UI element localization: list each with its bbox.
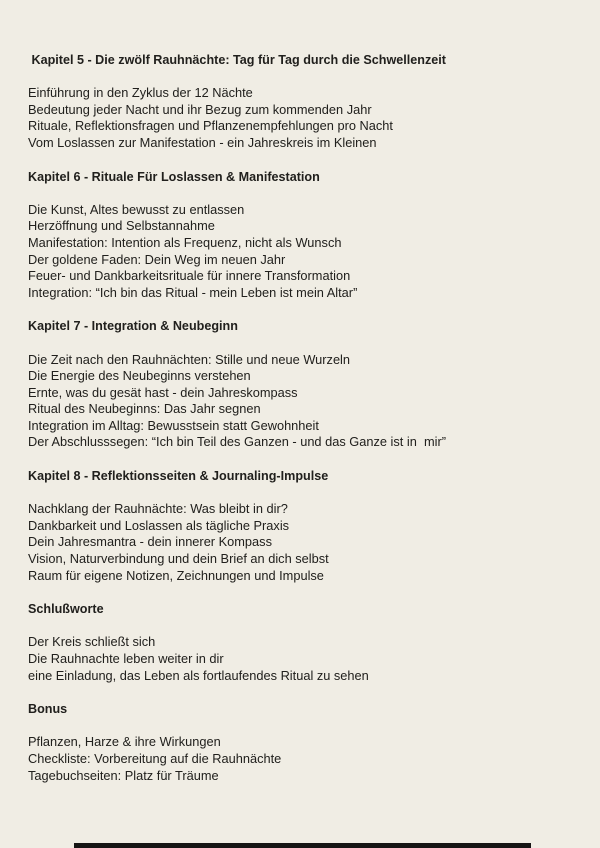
toc-line: Der goldene Faden: Dein Weg im neuen Jahr [28,251,286,267]
toc-line: Dankbarkeit und Loslassen als tägliche Praxis [28,517,290,533]
toc-line: Rituale, Reflektionsfragen und Pflanzenempfehlungen pro Nacht [28,118,393,134]
section-kapitel-5 [28,52,560,152]
toc-line: Pflanzen, Harze & ihre Wirkungen [28,734,221,750]
section-heading: Kapitel 6 - Rituale Für Loslassen & Manifestation [28,169,320,184]
toc-line: Raum für eigene Notizen, Zeichnungen und Impulse [28,567,324,583]
toc-line: Die Energie des Neubeginns verstehen [28,368,251,384]
section-kapitel-7 [28,318,560,451]
toc-line: Die Rauhnachte leben weiter in dir [28,651,224,666]
toc-line: Bedeutung jeder Nacht und ihr Bezug zum kommenden Jahr [28,101,372,117]
toc-line: Die Kunst, Altes bewusst zu entlassen [28,201,245,217]
section-heading: Bonus [28,702,68,717]
toc-line: Feuer- und Dankbarkeitsrituale für innere Transformation [28,268,351,284]
toc-line: Der Abschlusssegen: “Ich bin Teil des Ganzen - und das Ganze ist in mir” [28,434,446,450]
toc-line: Tagebuchseiten: Platz für Träume [28,767,219,783]
toc-line: Ernte, was du gesät hast - dein Jahreskompass [28,384,298,400]
toc-line: Herzöffnung und Selbstannahme [28,218,215,234]
toc-line: eine Einladung, das Leben als fortlaufendes Ritual zu sehen [28,667,369,683]
section-heading: Kapitel 7 - Integration & Neubeginn [28,319,238,334]
section-bonus [28,701,560,784]
toc-line: Der Kreis schließt sich [28,634,156,650]
bottom-divider [74,843,531,848]
toc-line: Vision, Naturverbindung und dein Brief an dich selbst [28,551,329,567]
toc-line: Ritual des Neubeginns: Das Jahr segnen [28,401,261,417]
section-heading: Schlußworte [28,602,104,617]
toc-line: Die Zeit nach den Rauhnächten: Stille und neue Wurzeln [28,351,351,367]
toc-line: Einführung in den Zyklus der 12 Nächte [28,85,253,101]
toc-line: Integration im Alltag: Bewusstsein statt Gewohnheit [28,417,319,433]
toc-line: Dein Jahresmantra - dein innerer Kompass [28,534,272,550]
toc-line: Vom Loslassen zur Manifestation - ein Jahreskreis im Kleinen [28,134,377,150]
toc-line: Manifestation: Intention als Frequenz, nicht als Wunsch [28,234,342,250]
toc-line: Integration: “Ich bin das Ritual - mein Leben ist mein Altar” [28,284,358,300]
section-schlussworte [28,601,560,684]
toc-line: Checkliste: Vorbereitung auf die Rauhnächte [28,750,282,766]
section-heading: Kapitel 8 - Reflektionsseiten & Journaling-Impulse [28,469,329,484]
toc-line: Nachklang der Rauhnächte: Was bleibt in dir? [28,501,288,517]
section-heading: Kapitel 5 - Die zwölf Rauhnächte: Tag für Tag durch die Schwellenzeit [28,53,446,67]
section-kapitel-8 [28,468,560,584]
section-kapitel-6 [28,169,560,302]
